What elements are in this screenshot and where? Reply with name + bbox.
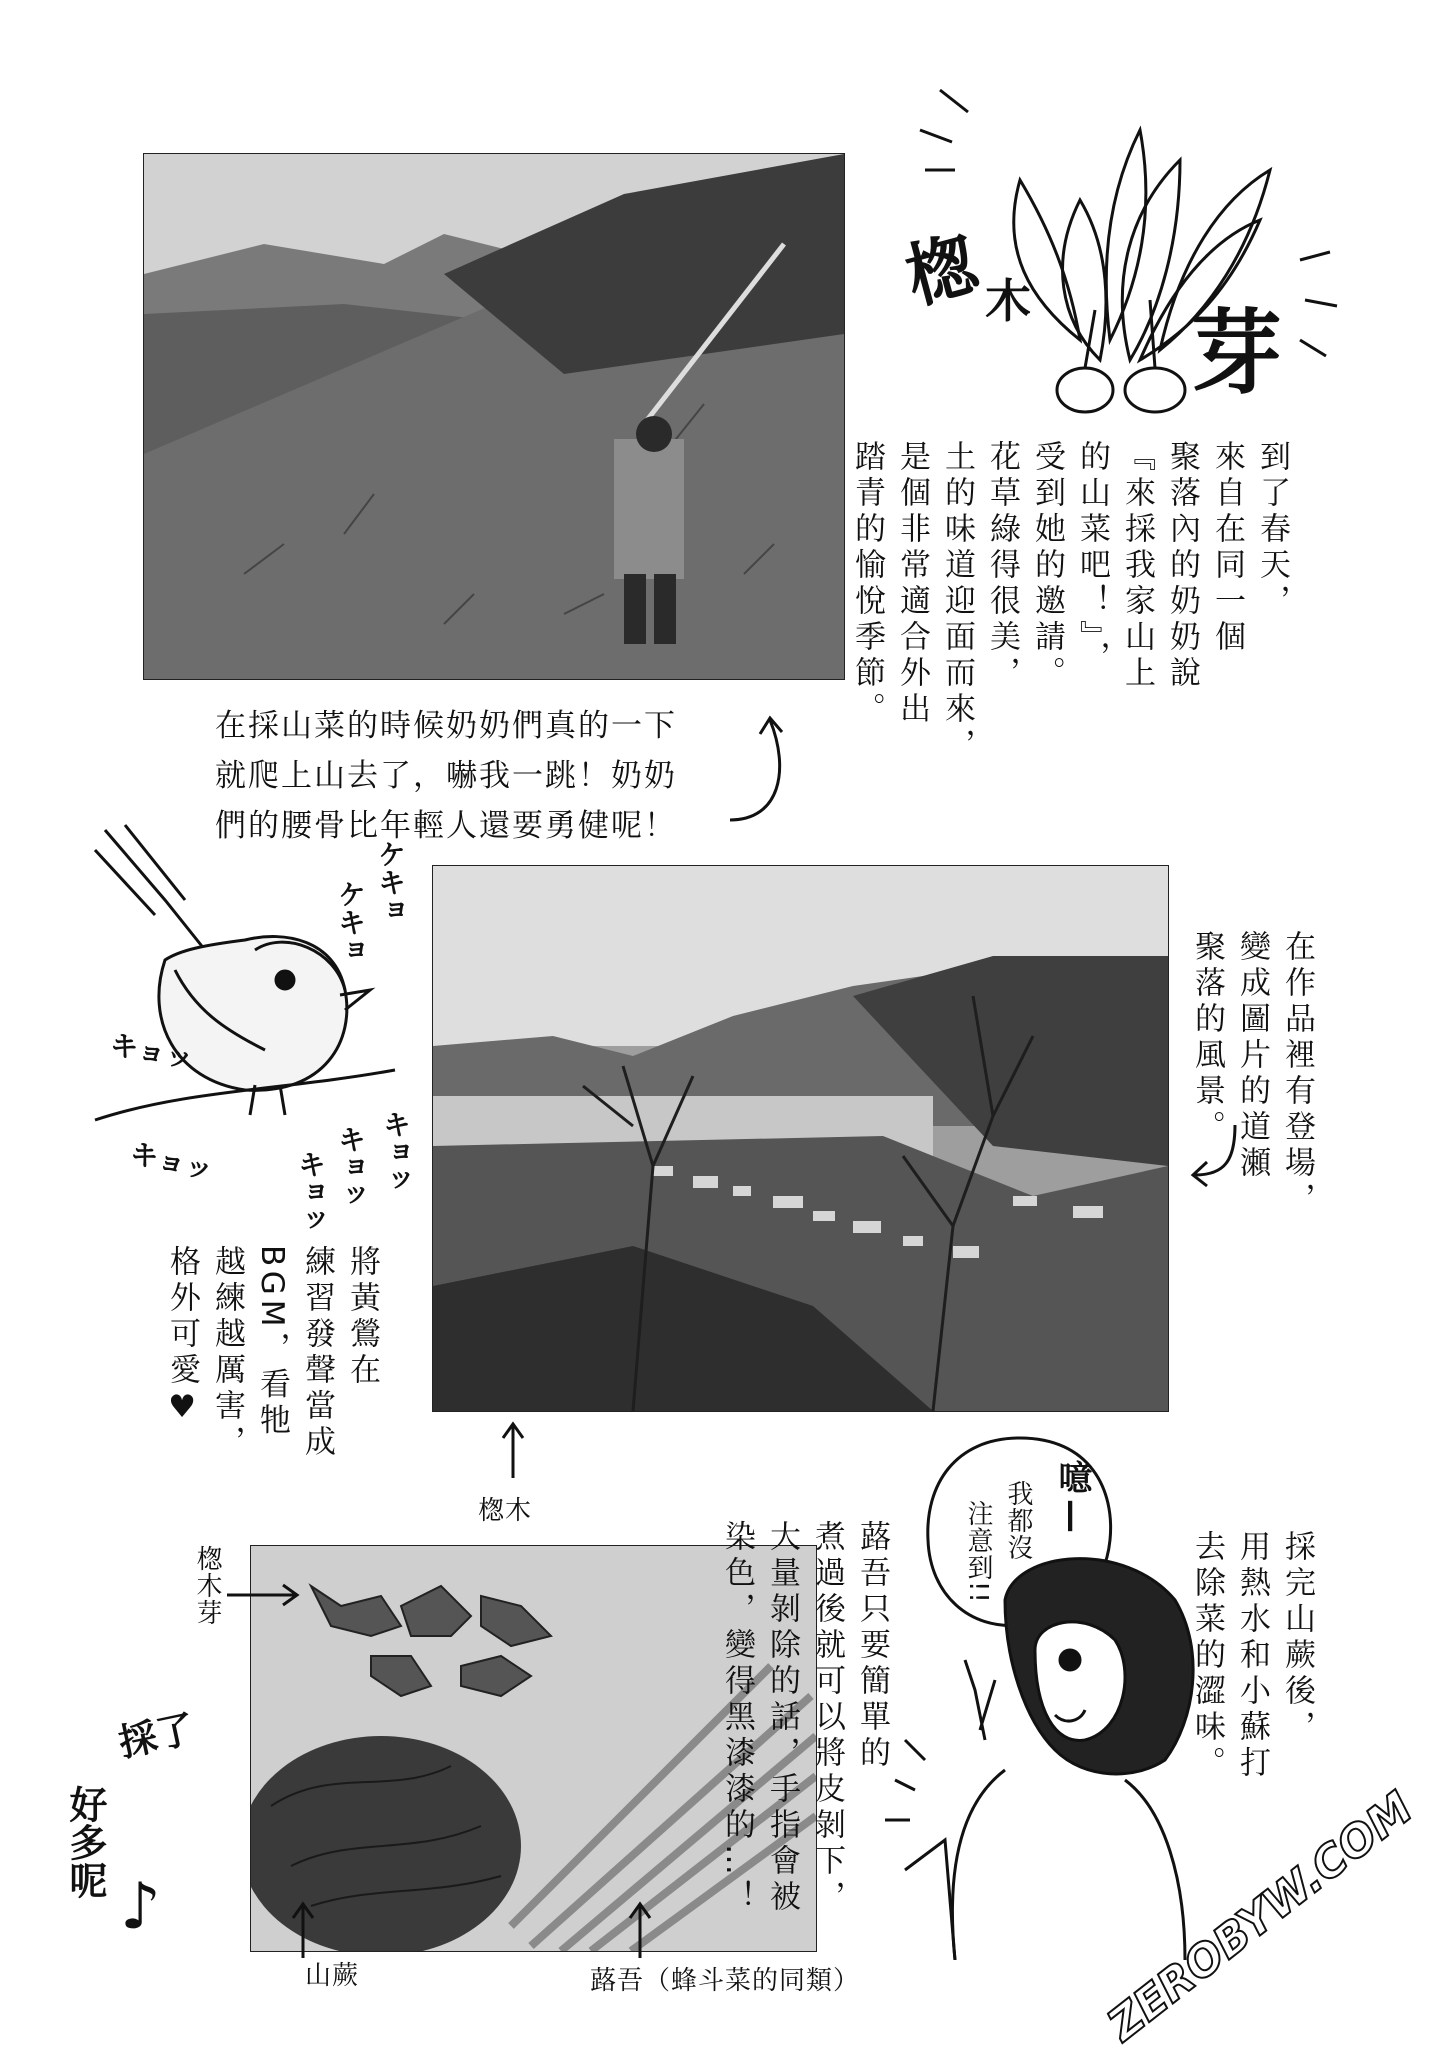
- intro-line: 踏青的愉悅季節。: [849, 440, 885, 728]
- warabi-note-line: 採完山蕨後，: [1279, 1530, 1315, 1746]
- title-char-1: 楤: [896, 221, 986, 320]
- photo2-label: 楤木: [478, 1496, 533, 1526]
- harvest-exclaim-line: 好多呢: [63, 1785, 107, 1899]
- bird-note-line: 練習發聲當成: [299, 1245, 335, 1461]
- bird-sfx: キョッ: [294, 1150, 327, 1234]
- arrow-up-icon: [498, 1420, 528, 1480]
- bird-note-line: 將黃鶯在: [344, 1245, 380, 1389]
- intro-line: 『來採我家山上: [1119, 440, 1155, 692]
- warbler-bird-illustration: [85, 820, 405, 1150]
- arrow-up-icon: [625, 1900, 655, 1960]
- fuki-note-line: 蕗吾只要簡單的: [854, 1520, 890, 1772]
- intro-line: 來自在同一個: [1209, 440, 1245, 656]
- caption-line: 就爬上山去了，嚇我一跳！奶奶: [215, 758, 677, 794]
- caption-line: 們的腰骨比年輕人還要勇健呢！: [215, 808, 677, 844]
- intro-line: 受到她的邀請。: [1029, 440, 1065, 692]
- title-char-3: 芽: [1190, 299, 1283, 407]
- arrow-left-icon: [1185, 1120, 1245, 1190]
- bird-sfx: ケキョ: [334, 880, 367, 964]
- intro-line: 是個非常適合外出: [894, 440, 930, 728]
- intro-line: 的山菜吧！』，: [1074, 440, 1110, 677]
- photo3-label-fuki: 蕗吾（蜂斗菜的同類）: [590, 1966, 861, 1996]
- bird-sfx: キョッ: [334, 1125, 367, 1209]
- warabi-note-line: 去除菜的澀味。: [1189, 1530, 1225, 1782]
- intro-line: 土的味道迎面而來，: [939, 440, 975, 764]
- intro-line: 到了春天，: [1254, 440, 1290, 620]
- bird-sfx: キョッ: [379, 1110, 412, 1194]
- bird-note-line: 格外可愛♥: [164, 1245, 200, 1430]
- watermark: ZEROBYW.COM: [1098, 1782, 1423, 2051]
- intro-line: 花草綠得很美，: [984, 440, 1020, 692]
- photo2-note-line: 變成圖片的道瀬: [1234, 930, 1270, 1182]
- intro-line: 聚落內的奶奶說: [1164, 440, 1200, 692]
- photo2-note-line: 聚落的風景。: [1189, 930, 1225, 1146]
- speech-line: 注意到!!: [963, 1500, 993, 1604]
- harvest-exclaim-line: 採了: [114, 1706, 199, 1766]
- speech-exclaim: 噫—: [1052, 1460, 1092, 1538]
- bird-note-line: 越練越厲害，: [209, 1245, 245, 1461]
- arrow-right-icon: [225, 1580, 300, 1610]
- caption-line: 在採山菜的時候奶奶們真的一下: [215, 708, 677, 744]
- bird-note-line: BGM，看牠: [254, 1245, 290, 1440]
- bird-sfx: キョッ: [127, 1136, 217, 1187]
- girl-illustration: [885, 1540, 1195, 1960]
- speech-line: 我都沒: [1003, 1480, 1033, 1561]
- arrow-up-icon: [288, 1900, 318, 1960]
- photo3-label-warabi: 山蕨: [305, 1961, 360, 1991]
- fuki-note-line: 大量剝除的話，手指會被: [764, 1520, 800, 1916]
- bird-sfx: ケキョ: [374, 840, 407, 924]
- photo2-note-line: 在作品裡有登場，: [1279, 930, 1315, 1218]
- bird-sfx: キョッ: [107, 1027, 196, 1076]
- warabi-note-line: 用熱水和小蘇打: [1234, 1530, 1270, 1782]
- photo-grandma-hillside: [143, 153, 845, 680]
- title-char-2: 木: [985, 274, 1031, 328]
- fuki-note-line: 染色，變得黑漆漆的…！: [719, 1520, 755, 1916]
- photo3-label-taranome: 楤木芽: [192, 1545, 222, 1626]
- photo-village-landscape: [432, 865, 1169, 1412]
- music-note-icon: ♪: [120, 1870, 161, 1944]
- curved-arrow-icon: [720, 710, 800, 830]
- fuki-note-line: 煮過後就可以將皮剝下，: [809, 1520, 845, 1916]
